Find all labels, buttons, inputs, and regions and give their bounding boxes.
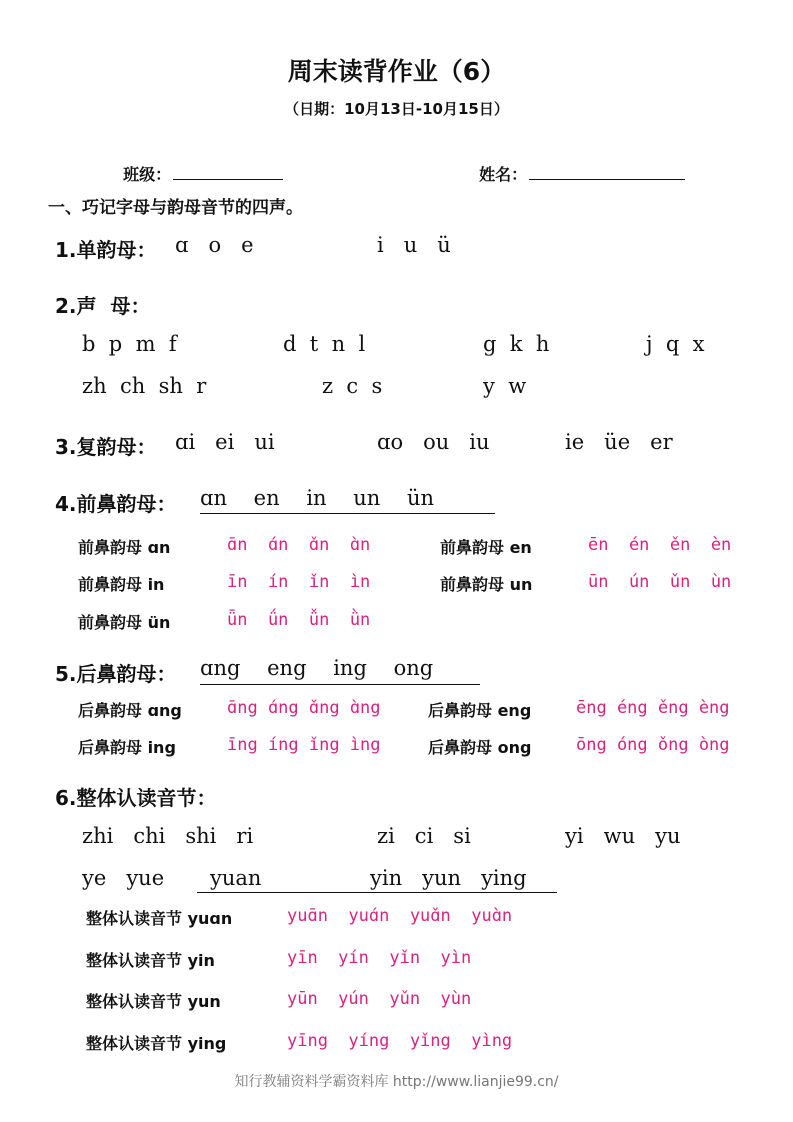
q4-label: 4.前鼻韵母： (55, 492, 177, 516)
initials-group: b p m f (82, 332, 177, 356)
front-nasal-tones: ɑ̄n ɑ́n ɑ̌n ɑ̀n (227, 535, 371, 555)
page-title: 周末读背作业（6） (287, 57, 506, 86)
back-nasal-tones: ēng éng ěng èng (576, 698, 730, 718)
front-nasal-finals: ɑn en in un ün (200, 486, 435, 510)
initials-group: j q x (646, 332, 705, 356)
date-range: （日期：10月13日-10月15日） (284, 100, 509, 118)
compound-finals: ie üe er (565, 430, 673, 454)
whole-syllable-tones: yīn yín yǐn yìn (287, 948, 472, 968)
whole-syllables: zi ci si (377, 824, 471, 848)
front-nasal-tones: īn ín ǐn ìn (227, 572, 371, 592)
front-nasal-tones: ǖn ǘn ǚn ǜn (227, 610, 371, 630)
front-nasal-row-label: 前鼻韵母 in (78, 575, 165, 594)
whole-syllable-row-label: 整体认读音节 yun (86, 992, 221, 1011)
whole-syllable-tones: yīng yíng yǐng yìng (287, 1031, 513, 1051)
front-nasal-row-label: 前鼻韵母 ɑn (78, 538, 171, 557)
compound-finals: ɑi ei ui (175, 430, 275, 454)
back-nasal-row-label: 后鼻韵母 ong (428, 738, 532, 757)
underline (200, 513, 495, 514)
front-nasal-row-label: 前鼻韵母 ün (78, 613, 171, 632)
name-label: 姓名： (479, 165, 528, 184)
name-blank[interactable] (529, 165, 685, 180)
q1-letters-2: i u ü (377, 233, 451, 257)
back-nasal-finals: ɑng eng ing ong (200, 656, 434, 680)
q3-label: 3.复韵母： (55, 435, 157, 459)
back-nasal-tones: ōng óng ǒng òng (576, 735, 730, 755)
initials-group: z c s (322, 374, 383, 398)
whole-syllables: yin yun ying (370, 866, 527, 890)
q1-label: 1.单韵母： (55, 238, 157, 262)
whole-syllable-row-label: 整体认读音节 yin (86, 951, 215, 970)
q2-label: 2.声 母： (55, 294, 151, 318)
front-nasal-row-label: 前鼻韵母 un (440, 575, 533, 594)
whole-syllables: zhi chi shi ri (82, 824, 254, 848)
footer-watermark: 知行教辅资料学霸资料库 http://www.lianjie99.cn/ (234, 1074, 559, 1090)
underline (200, 684, 480, 685)
q1-letters: ɑ o e (175, 233, 254, 257)
whole-syllables: yi wu yu (565, 824, 681, 848)
back-nasal-tones: ɑ̄ng ɑ́ng ɑ̌ng ɑ̀ng (227, 698, 381, 718)
q5-label: 5.后鼻韵母： (55, 662, 177, 686)
class-label: 班级： (123, 165, 172, 184)
back-nasal-row-label: 后鼻韵母 ing (78, 738, 176, 757)
front-nasal-row-label: 前鼻韵母 en (440, 538, 532, 557)
whole-syllable-tones: yuɑ̄n yuɑ́n yuɑ̌n yuɑ̀n (287, 906, 513, 926)
initials-group: zh ch sh r (82, 374, 207, 398)
q6-label: 6.整体认读音节： (55, 786, 217, 810)
underline (197, 892, 557, 893)
initials-group: d t n l (283, 332, 366, 356)
whole-syllable-tones: yūn yún yǔn yùn (287, 989, 472, 1009)
back-nasal-tones: īng íng ǐng ìng (227, 735, 381, 755)
whole-syllable-row-label: 整体认读音节 yuɑn (86, 909, 233, 928)
name-field (468, 143, 685, 185)
class-field (112, 143, 283, 185)
back-nasal-row-label: 后鼻韵母 ɑng (78, 701, 182, 720)
compound-finals: ɑo ou iu (377, 430, 490, 454)
initials-group: g k h (483, 332, 550, 356)
class-blank[interactable] (173, 165, 283, 180)
back-nasal-row-label: 后鼻韵母 eng (428, 701, 532, 720)
initials-group: y w (483, 374, 527, 398)
whole-syllables: ye yue (82, 866, 165, 890)
whole-syllables: yuan (210, 866, 262, 890)
whole-syllable-row-label: 整体认读音节 ying (86, 1034, 227, 1053)
section-heading: 一、巧记字母与韵母音节的四声。 (48, 198, 303, 218)
front-nasal-tones: ūn ún ǔn ùn (588, 572, 732, 592)
front-nasal-tones: ēn én ěn èn (588, 535, 732, 555)
